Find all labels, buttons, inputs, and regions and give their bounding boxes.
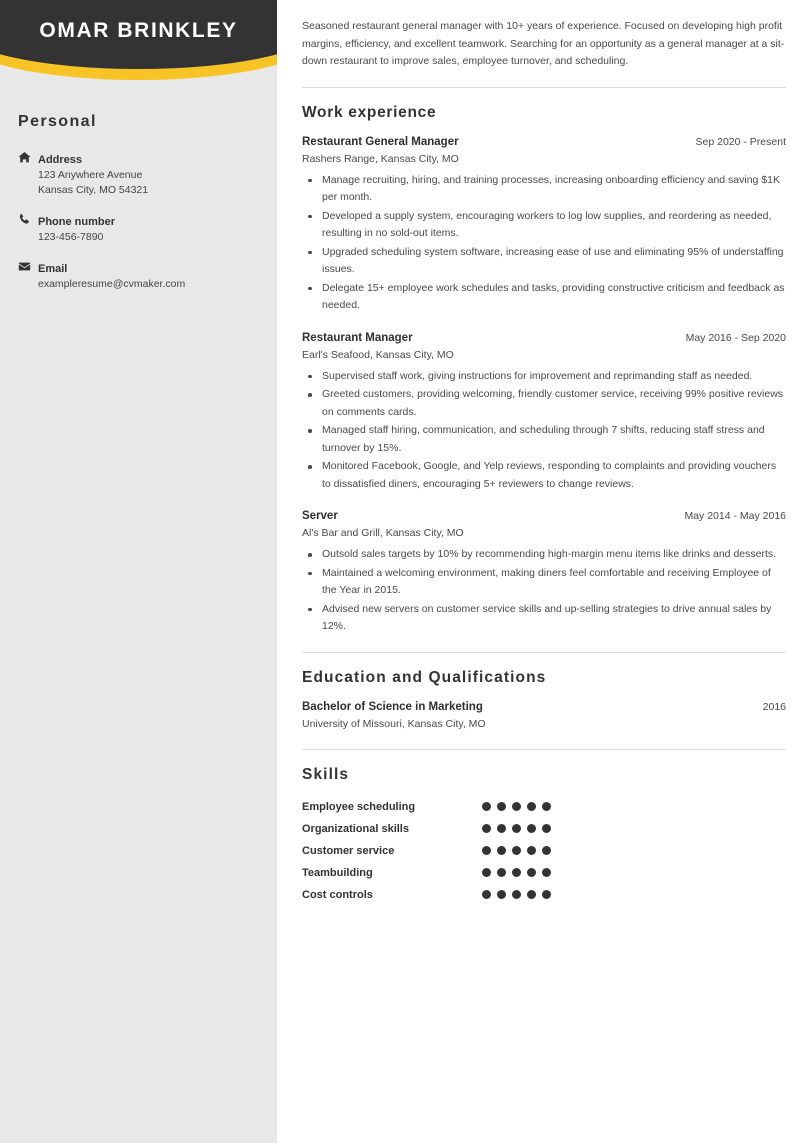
skill-dot: [497, 824, 506, 833]
work-entry-bullets: [302, 172, 786, 315]
bullet-item: Manage recruiting, hiring, and training processes, increasing onboarding efficiency and saving $1K per month.: [319, 172, 786, 207]
work-entry-employer: Earl's Seafood, Kansas City, MO: [302, 348, 454, 361]
divider-above-skills: [302, 749, 786, 750]
bullet-item: Managed staff hiring, communication, and scheduling through 7 shifts, reducing staff stress and turnover by 15%.: [319, 422, 786, 457]
skill-row: [302, 884, 786, 906]
envelope-icon: [18, 259, 38, 273]
skill-rating: [482, 868, 557, 877]
work-entry-head: [302, 330, 786, 347]
education-entry: [302, 699, 786, 733]
bullet-item: Delegate 15+ employee work schedules and tasks, providing constructive criticism and feedback as needed.: [319, 280, 786, 315]
skill-dot: [512, 802, 521, 811]
skill-dot: [527, 890, 536, 899]
contact-email-label: Email: [38, 263, 68, 275]
work-experience-list: [302, 134, 786, 636]
skill-dot: [512, 890, 521, 899]
skills-list: [302, 796, 786, 906]
education-entry-head: [302, 699, 786, 716]
work-entry-bullets: [302, 368, 786, 494]
work-entry-bullets: [302, 546, 786, 636]
work-entry-date: May 2016 - Sep 2020: [685, 331, 786, 344]
work-entry-head: [302, 134, 786, 151]
home-icon: [18, 150, 38, 164]
skill-dot: [542, 824, 551, 833]
work-entry: [302, 508, 786, 636]
work-entry-title: Restaurant General Manager: [302, 135, 459, 148]
contact-address-body: [38, 150, 263, 198]
contact-address-label: Address: [38, 154, 83, 166]
phone-icon: [18, 212, 38, 226]
work-entry-title: Restaurant Manager: [302, 331, 413, 344]
skill-dot: [482, 868, 491, 877]
contact-phone-value: 123-456-7890: [38, 231, 104, 243]
bullet-item: Outsold sales targets by 10% by recommending high-margin menu items like drinks and desserts.: [319, 546, 786, 564]
professional-summary: Seasoned restaurant general manager with 10+ years of experience. Focused on developing high profit margins, efficiency, and excellent teamwork. Searching for an opportunity as a general manager at a sit-down restaurant to improve sales, employee turnover, and scheduling.: [302, 20, 785, 67]
skill-dot: [542, 890, 551, 899]
skill-dot: [512, 868, 521, 877]
bullet-item: Developed a supply system, encouraging workers to log low supplies, and reordering as needed, resulting in no sold-out items.: [319, 208, 786, 243]
skill-row: [302, 818, 786, 840]
divider-above-work: [302, 87, 786, 88]
bullet-item: Advised new servers on customer service skills and up-selling strategies to drive annual sales by 12%.: [319, 601, 786, 636]
skill-dot: [527, 868, 536, 877]
skill-name: Cost controls: [302, 888, 373, 901]
sidebar: [0, 0, 277, 1143]
skills-heading: Skills: [302, 765, 350, 783]
work-entry-employer: Rashers Range, Kansas City, MO: [302, 152, 459, 165]
bullet-item: Maintained a welcoming environment, making diners feel comfortable and receiving Employee of the Year in 2015.: [319, 565, 786, 600]
skill-dot: [482, 824, 491, 833]
skill-dot: [482, 890, 491, 899]
skill-name: Organizational skills: [302, 822, 409, 835]
contact-email: [18, 259, 263, 292]
skill-row: [302, 840, 786, 862]
skill-dot: [512, 846, 521, 855]
bullet-item: Monitored Facebook, Google, and Yelp reviews, responding to complaints and providing vouchers to dissatisfied diners, encouraging 5+ reviewers to change reviews.: [319, 458, 786, 493]
work-entry: [302, 330, 786, 494]
main-content: [302, 0, 786, 906]
contact-address-line1: 123 Anywhere Avenue: [38, 169, 143, 181]
skill-dot: [512, 824, 521, 833]
skill-dot: [542, 868, 551, 877]
education-entry-degree: Bachelor of Science in Marketing: [302, 700, 483, 713]
skill-name: Teambuilding: [302, 866, 373, 879]
education-entry-year: 2016: [762, 700, 786, 713]
skill-dot: [542, 802, 551, 811]
skill-dot: [497, 846, 506, 855]
skill-dot: [482, 802, 491, 811]
skill-rating: [482, 824, 557, 833]
skill-dot: [527, 802, 536, 811]
skill-dot: [482, 846, 491, 855]
work-entry-date: May 2014 - May 2016: [684, 510, 786, 522]
contact-email-value: exampleresume@cvmaker.com: [38, 278, 186, 290]
skill-dot: [497, 890, 506, 899]
skill-row: [302, 862, 786, 884]
contact-phone-body: [38, 212, 263, 245]
work-entry-date: Sep 2020 - Present: [695, 135, 786, 148]
bullet-item: Supervised staff work, giving instructions for improvement and reprimanding staff as needed.: [319, 368, 786, 386]
work-entry-title: Server: [302, 510, 338, 522]
contact-phone-label: Phone number: [38, 216, 116, 228]
bullet-item: Upgraded scheduling system software, increasing ease of use and eliminating 95% of understaffing issues.: [319, 244, 786, 279]
work-experience-heading: Work experience: [302, 103, 437, 121]
personal-heading: Personal: [18, 113, 97, 130]
skill-row: [302, 796, 786, 818]
personal-section: [18, 113, 263, 306]
skill-rating: [482, 846, 557, 855]
page-title: OMAR BRINKLEY: [39, 19, 238, 42]
contact-email-body: [38, 259, 263, 292]
skill-name: Customer service: [302, 844, 395, 857]
skill-rating: [482, 802, 557, 811]
education-heading: Education and Qualifications: [302, 668, 547, 686]
skill-dot: [542, 846, 551, 855]
skill-dot: [527, 846, 536, 855]
skill-dot: [527, 824, 536, 833]
bullet-item: Greeted customers, providing welcoming, friendly customer service, receiving 99% positive reviews on comments cards.: [319, 386, 786, 421]
skill-dot: [497, 802, 506, 811]
divider-above-education: [302, 652, 786, 653]
work-entry: [302, 134, 786, 315]
work-entry-employer: Al's Bar and Grill, Kansas City, MO: [302, 527, 464, 539]
skill-dot: [497, 868, 506, 877]
contact-phone: [18, 212, 263, 245]
skill-name: Employee scheduling: [302, 800, 416, 813]
education-list: [302, 699, 786, 733]
skill-rating: [482, 890, 557, 899]
education-entry-institution: University of Missouri, Kansas City, MO: [302, 717, 486, 730]
work-entry-head: [302, 508, 786, 525]
contact-address-line2: Kansas City, MO 54321: [38, 184, 149, 196]
contact-address: [18, 150, 263, 198]
